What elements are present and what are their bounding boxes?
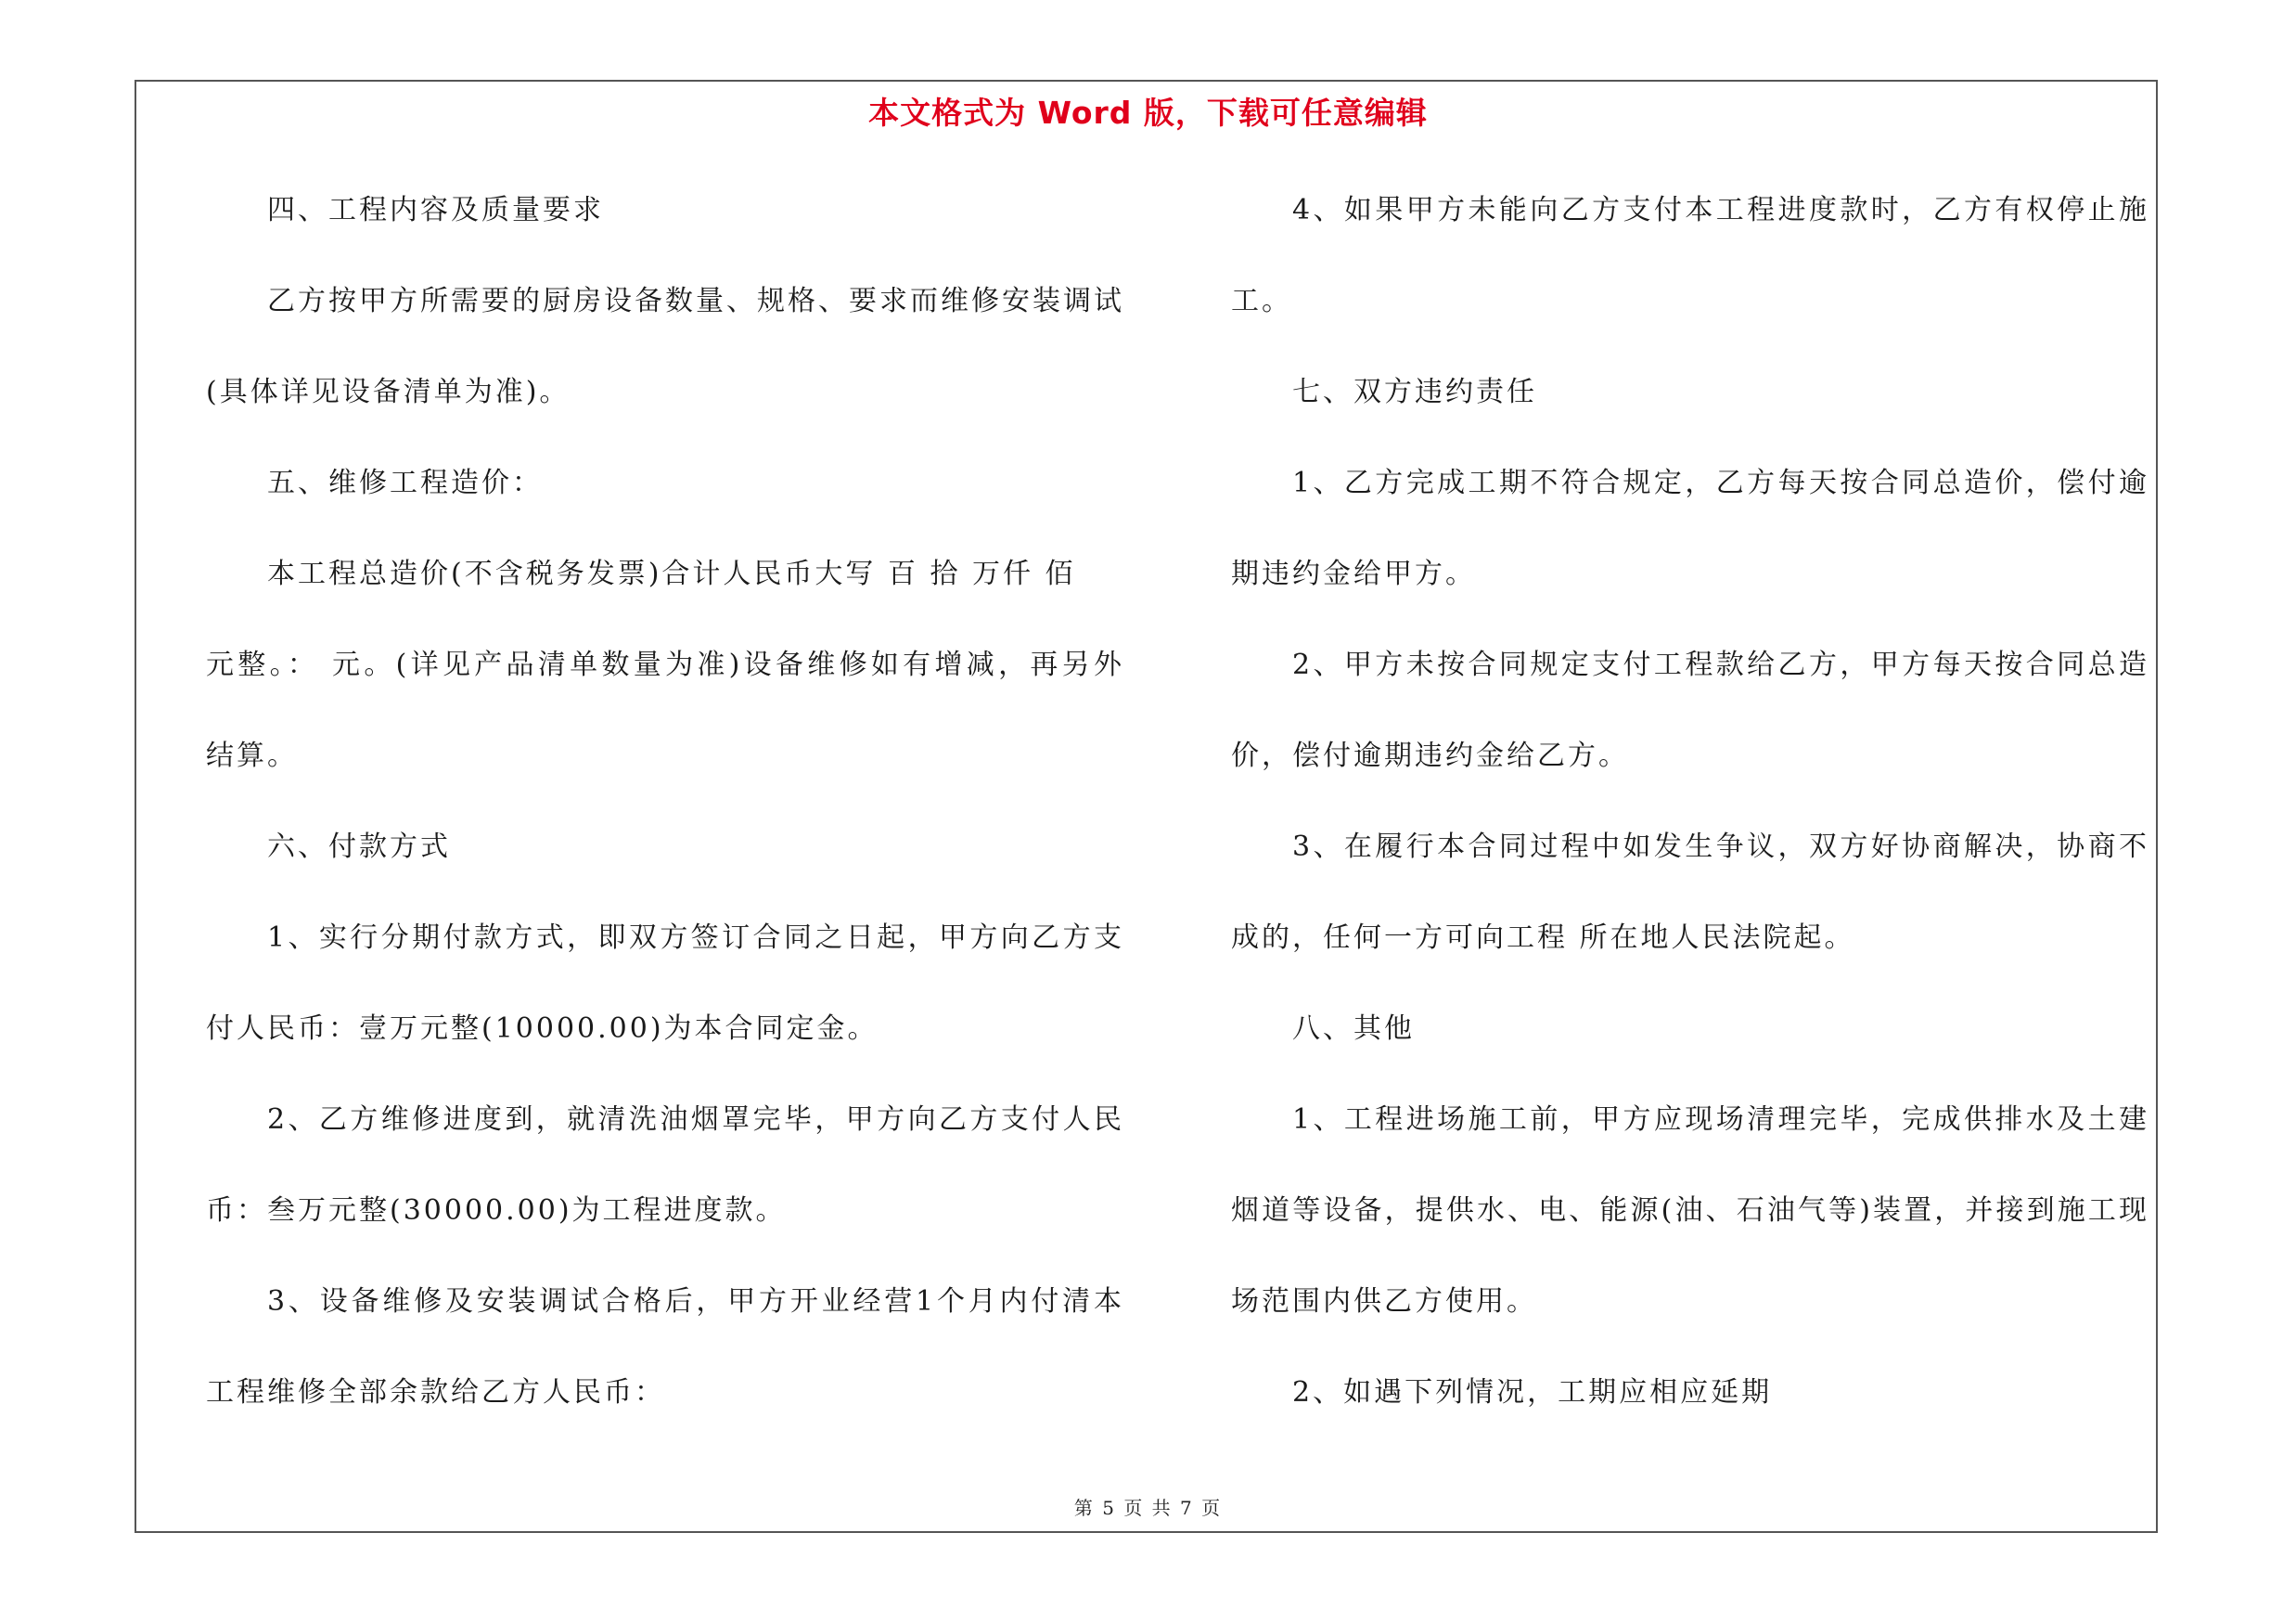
paragraph-line: 1、实行分期付款方式，即双方签订合同之日起，甲方向乙方支 [267,921,1124,954]
section-heading-8: 八、其他 [1292,1012,1415,1045]
section-heading-7: 七、双方违约责任 [1292,376,1537,408]
paragraph-line: 乙方按甲方所需要的厨房设备数量、规格、要求而维修安装调试 [267,285,1124,317]
paragraph-line: 3、设备维修及安装调试合格后，甲方开业经营1个月内付清本 [267,1285,1124,1318]
paragraph-line: 4、如果甲方未能向乙方支付本工程进度款时，乙方有权停止施 [1292,194,2149,226]
section-heading-4: 四、工程内容及质量要求 [267,194,604,226]
paragraph-line: 价，偿付逾期违约金给乙方。 [1231,740,1629,772]
paragraph-line: 结算。 [206,740,298,772]
paragraph-line: 付人民币：壹万元整(10000.00)为本合同定金。 [206,1012,879,1045]
paragraph-line: 工程维修全部余款给乙方人民币： [206,1376,665,1409]
paragraph-line: 元整。： 元。(详见产品清单数量为准)设备维修如有增减，再另外 [206,649,1124,681]
paragraph-line: 本工程总造价(不含税务发票)合计人民币大写 百 拾 万仟 佰 [267,558,1076,590]
word-format-banner: 本文格式为 Word 版，下载可任意编辑 [868,95,1428,131]
section-heading-5: 五、维修工程造价： [267,467,543,499]
section-heading-6: 六、付款方式 [267,831,451,863]
paragraph-line: 2、甲方未按合同规定支付工程款给乙方，甲方每天按合同总造 [1292,649,2149,681]
paragraph-line: 2、如遇下列情况，工期应相应延期 [1292,1376,1773,1409]
paragraph-line: 期违约金给甲方。 [1231,558,1476,590]
paragraph-line: 3、在履行本合同过程中如发生争议，双方好协商解决，协商不 [1292,831,2149,863]
paragraph-line: 1、工程进场施工前，甲方应现场清理完毕，完成供排水及土建 [1292,1103,2149,1136]
left-column [206,184,1124,1457]
page-number: 第 5 页 共 7 页 [1073,1497,1223,1519]
paragraph-line: 1、乙方完成工期不符合规定，乙方每天按合同总造价，偿付逾 [1292,467,2149,499]
paragraph-line: 2、乙方维修进度到，就清洗油烟罩完毕，甲方向乙方支付人民 [267,1103,1124,1136]
paragraph-line: 烟道等设备，提供水、电、能源(油、石油气等)装置，并接到施工现 [1231,1194,2149,1227]
paragraph-line: (具体详见设备清单为准)。 [206,376,571,408]
paragraph-line: 场范围内供乙方使用。 [1231,1285,1537,1318]
paragraph-line: 工。 [1231,285,1292,317]
paragraph-line: 成的，任何一方可向工程 所在地人民法院起。 [1231,921,1855,954]
paragraph-line: 币：叁万元整(30000.00)为工程进度款。 [206,1194,787,1227]
right-column [1231,184,2149,1457]
